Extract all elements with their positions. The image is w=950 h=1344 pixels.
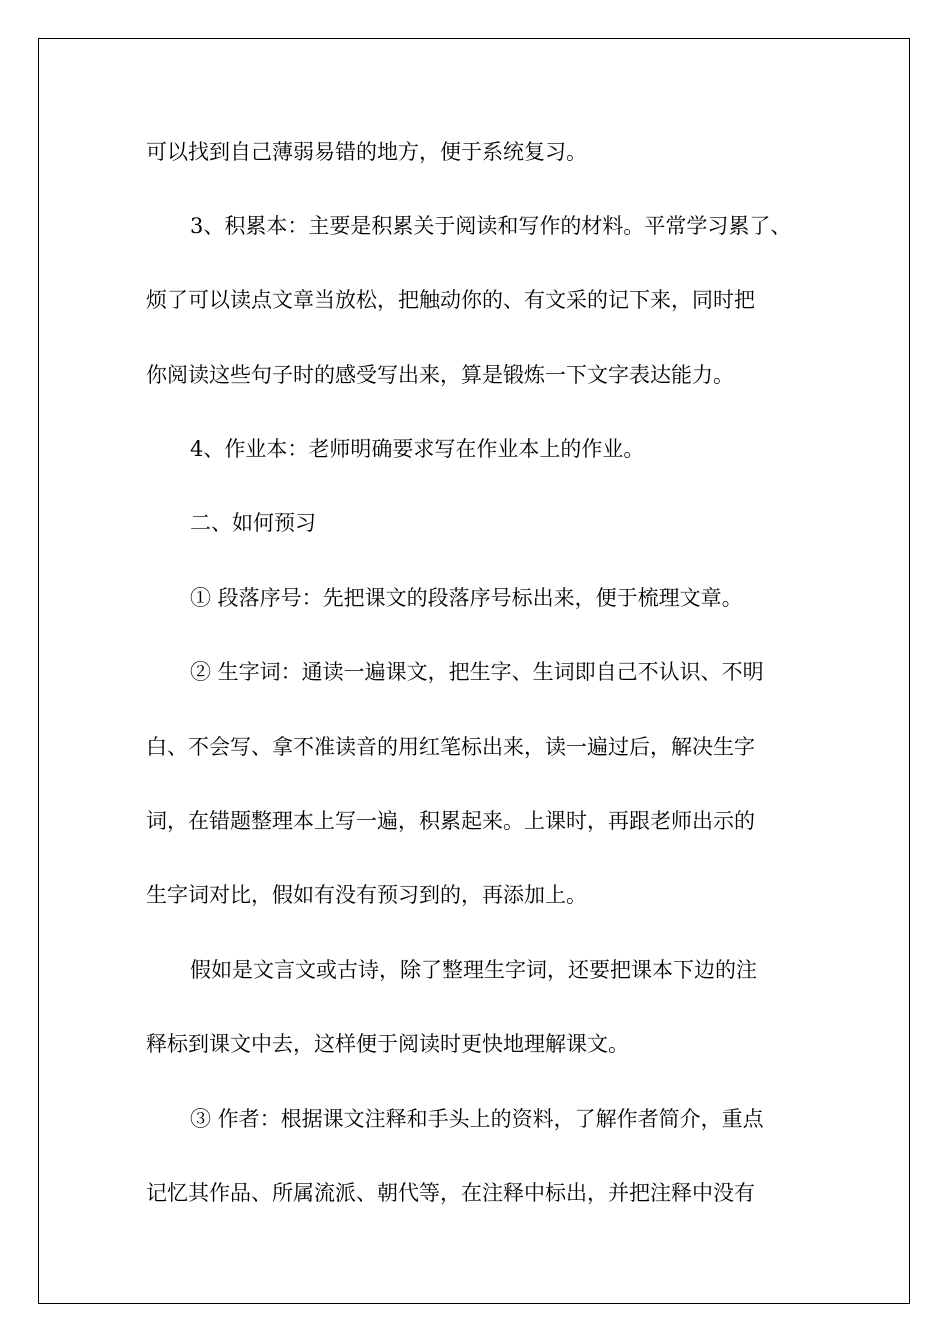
text-line: 生字词对比，假如有没有预习到的，再添加上。	[146, 883, 587, 907]
text-line: ② 生字词：通读一遍课文，把生字、生词即自己不认识、不明	[190, 660, 764, 684]
text-line: 4、作业本：老师明确要求写在作业本上的作业。	[190, 437, 645, 461]
text-line: 你阅读这些句子时的感受写出来，算是锻炼一下文字表达能力。	[146, 363, 734, 387]
section-heading: 二、如何预习	[190, 511, 316, 535]
text-line: 词，在错题整理本上写一遍，积累起来。上课时，再跟老师出示的	[146, 809, 755, 833]
text-line: 烦了可以读点文章当放松，把触动你的、有文采的记下来，同时把	[146, 288, 755, 312]
text-line: 白、不会写、拿不准读音的用红笔标出来，读一遍过后，解决生字	[146, 735, 755, 759]
text-line: 假如是文言文或古诗，除了整理生字词，还要把课本下边的注	[190, 958, 757, 982]
text-line: 3、积累本：主要是积累关于阅读和写作的材料。平常学习累了、	[190, 214, 792, 238]
text-line: 释标到课文中去，这样便于阅读时更快地理解课文。	[146, 1032, 629, 1056]
text-line: ① 段落序号：先把课文的段落序号标出来，便于梳理文章。	[190, 586, 743, 610]
text-line: 记忆其作品、所属流派、朝代等，在注释中标出，并把注释中没有	[146, 1181, 755, 1205]
text-line: 可以找到自己薄弱易错的地方，便于系统复习。	[146, 140, 587, 164]
text-line: ③ 作者：根据课文注释和手头上的资料，了解作者简介，重点	[190, 1107, 764, 1131]
